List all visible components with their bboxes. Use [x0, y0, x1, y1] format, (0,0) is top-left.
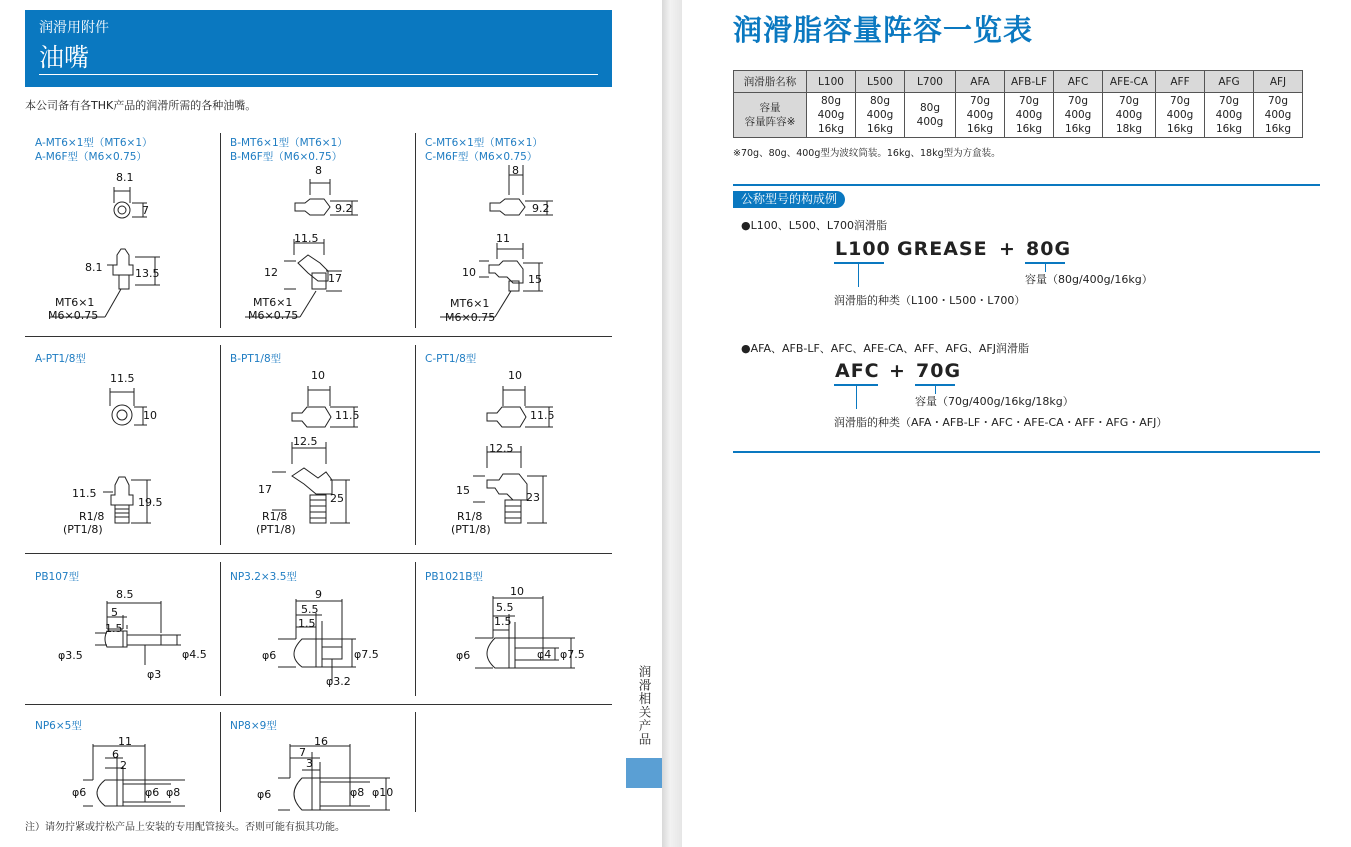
- caption-line: A-PT1/8型: [35, 353, 86, 365]
- page-title: 润滑脂容量阵容一览表: [733, 13, 1034, 47]
- dim-label: φ3.2: [326, 675, 351, 688]
- dim-label: 10: [462, 266, 476, 279]
- dim-label: 5.5: [496, 601, 514, 614]
- cell-line: 70g: [1018, 95, 1040, 107]
- table-header-cell: AFJ: [1254, 71, 1303, 93]
- table-header-cell: AFC: [1054, 71, 1103, 93]
- dim-label: 11: [118, 735, 132, 748]
- cell-line: 400g: [1166, 109, 1194, 121]
- model-part: L100: [835, 238, 891, 260]
- cell-line: 70g: [1118, 95, 1140, 107]
- dim-label: 13.5: [135, 267, 160, 280]
- dim-label: M6×0.75: [48, 309, 99, 322]
- table-header-cell: L500: [856, 71, 905, 93]
- header-subtitle: 润滑用附件: [39, 20, 109, 36]
- capacity-label: 容量（70g/400g/16kg/18kg）: [915, 395, 1074, 408]
- caption-line: A-M6F型（M6×0.75）: [35, 151, 147, 163]
- dim-label: 23: [526, 491, 540, 504]
- dim-label: (PT1/8): [63, 523, 103, 536]
- cell-line: 80g: [919, 102, 941, 114]
- cell-line: 400g: [1115, 109, 1143, 121]
- dim-label: 17: [328, 272, 342, 285]
- dim-label: 11.5: [335, 409, 360, 422]
- row-label: [734, 93, 807, 138]
- cell-line: 400g: [966, 109, 994, 121]
- cell-line: 16kg: [966, 123, 994, 135]
- row-label-line: 容量阵容※: [744, 116, 796, 128]
- caption-line: NP6×5型: [35, 720, 82, 732]
- dim-label: φ6: [456, 649, 471, 662]
- table-header-cell: AFA: [956, 71, 1005, 93]
- dim-label: φ6: [262, 649, 277, 662]
- kind-label: 润滑脂的种类（AFA・AFB-LF・AFC・AFE-CA・AFF・AFG・AFJ）: [834, 416, 1168, 429]
- model-part: AFC: [835, 360, 880, 382]
- nipple-pb107-drawing: [35, 595, 215, 695]
- caption-line: PB107型: [35, 571, 80, 583]
- table-row: [734, 93, 1303, 138]
- section-rule: [733, 451, 1320, 453]
- dim-label: 12.5: [489, 442, 514, 455]
- dim-label: 8: [512, 164, 519, 177]
- dim-label: MT6×1: [55, 296, 95, 309]
- cell-line: 16kg: [817, 123, 845, 135]
- table-header-cell: L700: [905, 71, 956, 93]
- nipple-b-pt-drawing: [230, 380, 410, 545]
- dim-label: φ8: [166, 786, 181, 799]
- caption-line: NP3.2×3.5型: [230, 571, 297, 583]
- dim-label: M6×0.75: [445, 311, 496, 324]
- dim-label: R1/8: [79, 510, 105, 523]
- grid-divider: [415, 712, 416, 812]
- side-chapter-label: 润滑相关产品: [637, 664, 652, 746]
- dim-label: 3: [306, 757, 313, 770]
- dim-label: φ4: [537, 648, 552, 661]
- model-plus: +: [999, 238, 1016, 260]
- dim-label: 2: [120, 759, 127, 772]
- dim-label: (PT1/8): [256, 523, 296, 536]
- cell-line: 16kg: [1166, 123, 1194, 135]
- dim-label: 12.5: [293, 435, 318, 448]
- nipple-caption: [425, 136, 543, 164]
- example-heading: ●AFA、AFB-LF、AFC、AFE-CA、AFF、AFG、AFJ润滑脂: [741, 342, 1029, 355]
- table-header-cell: AFB-LF: [1005, 71, 1054, 93]
- section-rule: [733, 184, 1320, 186]
- model-underline: [834, 262, 884, 264]
- nipple-np32-drawing: [230, 595, 410, 695]
- table-note: ※70g、80g、400g型为波纹筒装。16kg、18kg型为方盒装。: [733, 148, 1001, 159]
- dim-label: 7: [142, 204, 149, 217]
- cell-line: 70g: [1067, 95, 1089, 107]
- grid-divider: [220, 345, 221, 545]
- caption-line: NP8×9型: [230, 720, 277, 732]
- section-title: 公称型号的构成例: [733, 191, 845, 208]
- nipple-caption: [35, 136, 153, 164]
- dim-label: 8: [315, 164, 322, 177]
- dim-label: φ3.5: [58, 649, 83, 662]
- model-part: 70G: [916, 360, 962, 382]
- table-cell: [956, 93, 1005, 138]
- cell-line: 70g: [969, 95, 991, 107]
- nipple-caption: [425, 570, 483, 584]
- capacity-table: [733, 70, 1303, 138]
- cell-line: 400g: [916, 116, 944, 128]
- example-heading: ●L100、L500、L700润滑脂: [741, 219, 887, 232]
- model-part: 80G: [1026, 238, 1072, 260]
- dim-label: 15: [456, 484, 470, 497]
- dim-label: 12: [264, 266, 278, 279]
- table-cell: [1103, 93, 1156, 138]
- cell-line: 16kg: [1015, 123, 1043, 135]
- dim-label: R1/8: [262, 510, 288, 523]
- cell-line: 400g: [866, 109, 894, 121]
- grid-divider: [25, 553, 612, 554]
- nipple-caption: [230, 136, 348, 164]
- dim-label: 9: [315, 588, 322, 601]
- cell-line: 16kg: [1215, 123, 1243, 135]
- caption-line: C-M6F型（M6×0.75）: [425, 151, 538, 163]
- cell-line: 70g: [1218, 95, 1240, 107]
- leader-line: [856, 386, 857, 409]
- table-cell: [1205, 93, 1254, 138]
- grid-divider: [415, 562, 416, 696]
- nipple-caption: [35, 570, 79, 584]
- model-plus: +: [889, 360, 906, 382]
- footnote: 注）请勿拧紧或拧松产品上安装的专用配管接头。否则可能有损其功能。: [25, 822, 345, 833]
- dim-label: 15: [528, 273, 542, 286]
- cell-line: 16kg: [1064, 123, 1092, 135]
- dim-label: φ7.5: [560, 648, 585, 661]
- grid-divider: [220, 562, 221, 696]
- dim-label: 19.5: [138, 496, 163, 509]
- grid-divider: [25, 704, 612, 705]
- dim-label: 5: [111, 606, 118, 619]
- cell-line: 400g: [817, 109, 845, 121]
- dim-label: 11.5: [72, 487, 97, 500]
- table-cell: [1054, 93, 1103, 138]
- nipple-caption: [425, 352, 476, 366]
- table-header-cell: AFE-CA: [1103, 71, 1156, 93]
- dim-label: 11: [496, 232, 510, 245]
- grid-divider: [220, 712, 221, 812]
- dim-label: MT6×1: [450, 297, 490, 310]
- dim-label: M6×0.75: [248, 309, 299, 322]
- dim-label: 5.5: [301, 603, 319, 616]
- caption-line: C-PT1/8型: [425, 353, 477, 365]
- nipple-caption: [230, 352, 281, 366]
- table-cell: [1156, 93, 1205, 138]
- dim-label: 10: [311, 369, 325, 382]
- nipple-caption: [230, 719, 277, 733]
- dim-label: 1.5: [105, 622, 123, 635]
- dim-label: φ8: [350, 786, 365, 799]
- dim-label: 11.5: [294, 232, 319, 245]
- cell-line: 80g: [820, 95, 842, 107]
- dim-label: 8.5: [116, 588, 134, 601]
- nipple-np6-drawing: [35, 740, 215, 820]
- nipple-caption: [35, 719, 82, 733]
- table-header-row: [734, 71, 1303, 93]
- cell-line: 400g: [1215, 109, 1243, 121]
- dim-label: φ3: [147, 668, 162, 681]
- dim-label: 11.5: [530, 409, 555, 422]
- dim-label: 16: [314, 735, 328, 748]
- model-part: GREASE: [897, 238, 988, 260]
- dim-label: φ6: [257, 788, 272, 801]
- capacity-label: 容量（80g/400g/16kg）: [1025, 273, 1153, 286]
- dim-label: φ10: [372, 786, 394, 799]
- dim-label: φ6: [72, 786, 87, 799]
- grid-divider: [415, 133, 416, 328]
- caption-line: C-MT6×1型（MT6×1）: [425, 137, 543, 149]
- table-cell: [905, 93, 956, 138]
- table-header-cell: 润滑脂名称: [734, 71, 807, 93]
- dim-label: 9.2: [335, 202, 353, 215]
- caption-line: PB1021B型: [425, 571, 483, 583]
- dim-label: 1.5: [298, 617, 316, 630]
- table-cell: [807, 93, 856, 138]
- cell-line: 400g: [1264, 109, 1292, 121]
- intro-text: 本公司备有各THK产品的润滑所需的各种油嘴。: [25, 99, 257, 112]
- dim-label: 6: [112, 748, 119, 761]
- dim-label: 10: [510, 585, 524, 598]
- dim-label: φ6: [145, 786, 160, 799]
- cell-line: 80g: [869, 95, 891, 107]
- grid-divider: [415, 345, 416, 545]
- dim-label: 11.5: [110, 372, 135, 385]
- cell-line: 16kg: [1264, 123, 1292, 135]
- side-chapter-tab: [626, 758, 662, 788]
- dim-label: φ4.5: [182, 648, 207, 661]
- table-header-cell: L100: [807, 71, 856, 93]
- cell-line: 70g: [1267, 95, 1289, 107]
- row-label-line: 容量: [759, 102, 781, 114]
- cell-line: 70g: [1169, 95, 1191, 107]
- table-header-cell: AFF: [1156, 71, 1205, 93]
- dim-label: 10: [508, 369, 522, 382]
- header-rule: [39, 74, 598, 75]
- dim-label: 17: [258, 483, 272, 496]
- caption-line: B-MT6×1型（MT6×1）: [230, 137, 348, 149]
- dim-label: 25: [330, 492, 344, 505]
- kind-label: 润滑脂的种类（L100・L500・L700）: [834, 294, 1026, 307]
- nipple-np8-drawing: [230, 740, 410, 820]
- dim-label: 8.1: [85, 261, 103, 274]
- cell-line: 400g: [1015, 109, 1043, 121]
- dim-label: MT6×1: [253, 296, 293, 309]
- grid-divider: [220, 133, 221, 328]
- table-cell: [1005, 93, 1054, 138]
- dim-label: 7: [299, 746, 306, 759]
- nipple-pb1021b-drawing: [425, 590, 605, 690]
- header-title: 油嘴: [39, 43, 90, 72]
- dim-label: 10: [143, 409, 157, 422]
- dim-label: (PT1/8): [451, 523, 491, 536]
- page-gutter: [662, 0, 682, 847]
- dim-label: 8.1: [116, 171, 134, 184]
- caption-line: A-MT6×1型（MT6×1）: [35, 137, 153, 149]
- dim-label: φ7.5: [354, 648, 379, 661]
- nipple-caption: [35, 352, 86, 366]
- nipple-caption: [230, 570, 297, 584]
- nipple-c-pt-drawing: [425, 380, 605, 545]
- leader-line: [858, 264, 859, 287]
- table-header-cell: AFG: [1205, 71, 1254, 93]
- dim-label: 9.2: [532, 202, 550, 215]
- cell-line: 18kg: [1115, 123, 1143, 135]
- grid-divider: [25, 336, 612, 337]
- caption-line: B-PT1/8型: [230, 353, 282, 365]
- cell-line: 400g: [1064, 109, 1092, 121]
- caption-line: B-M6F型（M6×0.75）: [230, 151, 343, 163]
- table-cell: [1254, 93, 1303, 138]
- cell-line: 16kg: [866, 123, 894, 135]
- dim-label: R1/8: [457, 510, 483, 523]
- section-header: [25, 10, 612, 87]
- nipple-a-pt-drawing: [35, 380, 215, 545]
- table-cell: [856, 93, 905, 138]
- dim-label: 1.5: [494, 615, 512, 628]
